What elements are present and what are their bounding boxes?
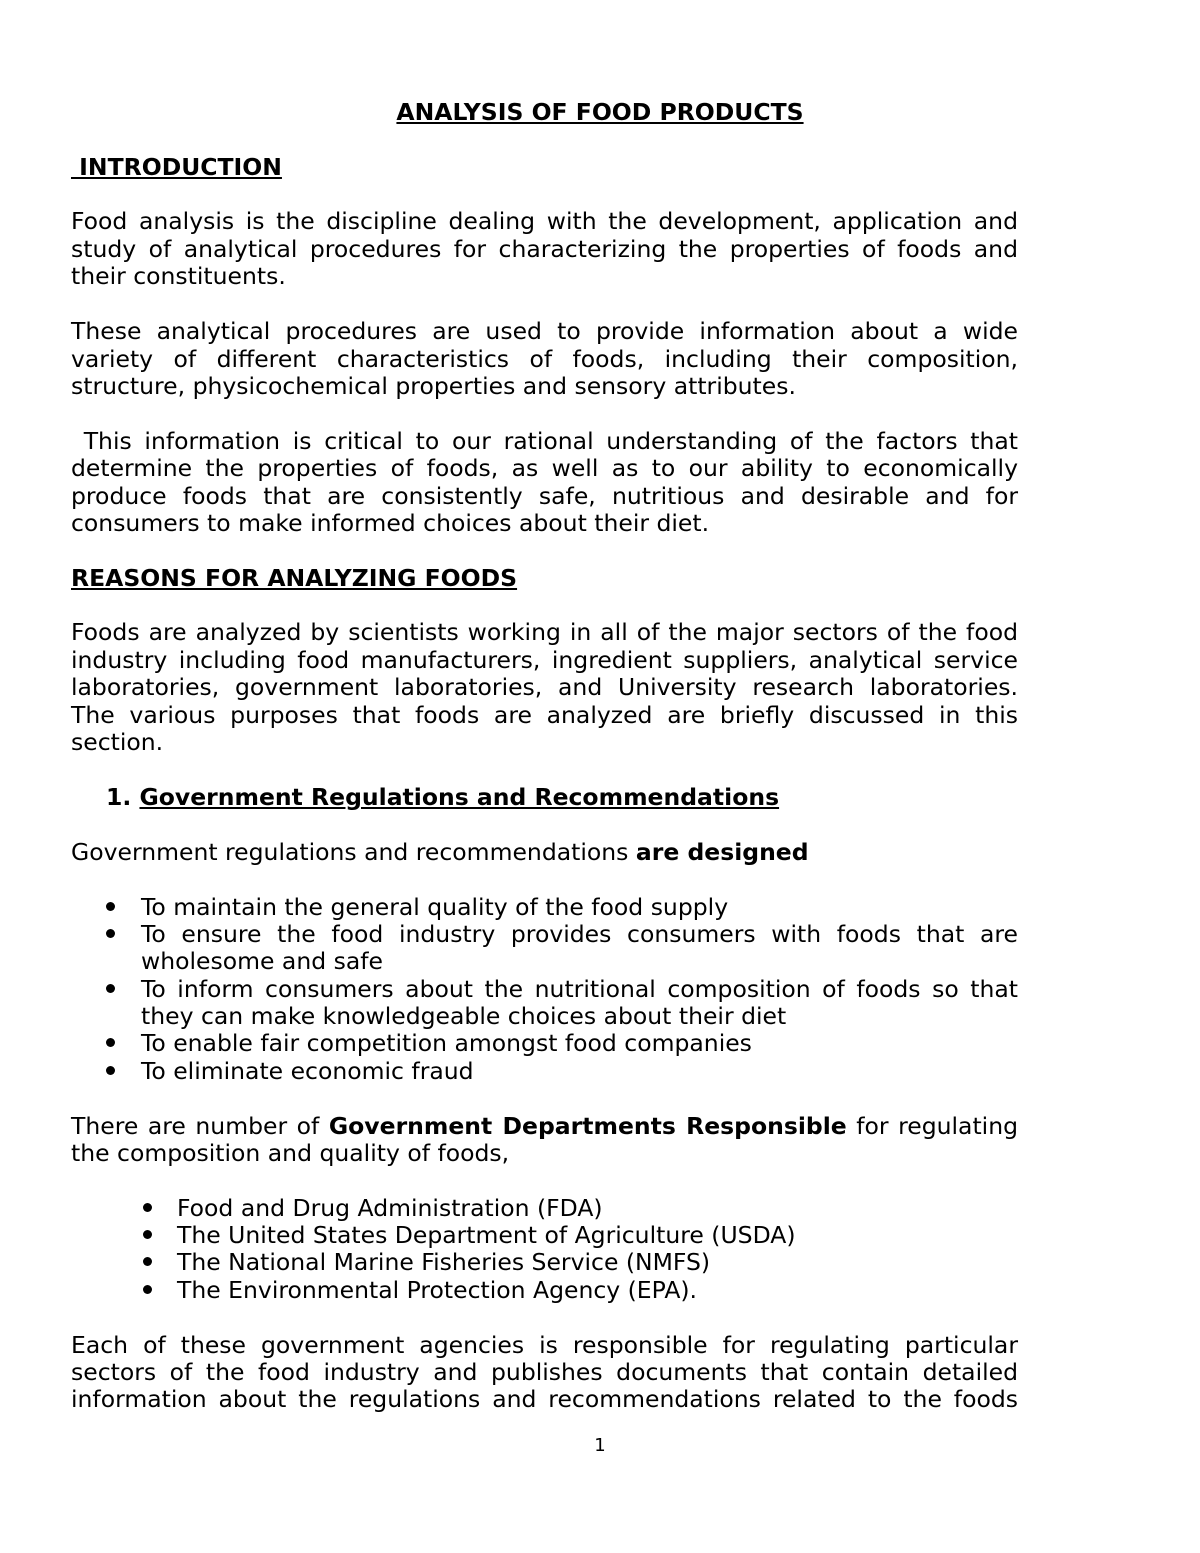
intro-p2-line1: These analytical procedures are used to provide information about a wide	[71, 317, 1018, 345]
document-title: ANALYSIS OF FOOD PRODUCTS	[396, 98, 804, 126]
bullet-icon	[106, 984, 115, 993]
reasons-p1-line3: laboratories, government laboratories, and University research laboratories.	[71, 673, 1018, 701]
bullet-icon	[106, 1038, 115, 1047]
bullet-icon	[143, 1257, 152, 1266]
purpose-item-4: To enable fair competition amongst food companies	[141, 1029, 752, 1057]
reasons-p1-line4: The various purposes that foods are analyzed are briefly discussed in this	[71, 701, 1018, 729]
department-item-epa: The Environmental Protection Agency (EPA).	[177, 1276, 698, 1304]
department-item-usda: The United States Department of Agriculture (USDA)	[177, 1221, 796, 1249]
regulations-lead: Government regulations and recommendations are designed	[71, 838, 809, 866]
closing-line3: information about the regulations and recommendations related to the foods	[71, 1385, 1018, 1413]
intro-p1-line1: Food analysis is the discipline dealing with the development, application and	[71, 207, 1018, 235]
bullet-icon	[143, 1230, 152, 1239]
bullet-icon	[143, 1285, 152, 1294]
intro-p1-line3: their constituents.	[71, 262, 286, 290]
introduction-heading: INTRODUCTION	[71, 153, 282, 181]
departments-intro-line1: There are number of Government Departments Responsible for regulating	[71, 1112, 1019, 1140]
page-number: 1	[594, 1435, 606, 1456]
department-item-fda: Food and Drug Administration (FDA)	[177, 1194, 603, 1222]
purpose-item-2-line2: wholesome and safe	[141, 947, 383, 975]
section-1-number: 1.	[106, 783, 132, 811]
bullet-icon	[106, 1066, 115, 1075]
reasons-p1-line5: section.	[71, 728, 164, 756]
reasons-heading: REASONS FOR ANALYZING FOODS	[71, 564, 518, 592]
bullet-icon	[143, 1203, 152, 1212]
section-1-heading	[106, 783, 779, 811]
intro-p3-line4: consumers to make informed choices about their diet.	[71, 509, 710, 537]
purpose-item-2-line1: To ensure the food industry provides consumers with foods that are	[141, 920, 1018, 948]
purpose-item-3-line2: they can make knowledgeable choices about their diet	[141, 1002, 787, 1030]
intro-p3-line3: produce foods that are consistently safe, nutritious and desirable and for	[71, 482, 1018, 510]
purpose-item-1: To maintain the general quality of the food supply	[141, 893, 729, 921]
reasons-p1-line2: industry including food manufacturers, ingredient suppliers, analytical service	[71, 646, 1018, 674]
bullet-icon	[106, 902, 115, 911]
reasons-p1-line1: Foods are analyzed by scientists working in all of the major sectors of the food	[71, 618, 1018, 646]
purpose-item-5: To eliminate economic fraud	[141, 1057, 474, 1085]
departments-intro-line2: the composition and quality of foods,	[71, 1139, 510, 1167]
purpose-item-3-line1: To inform consumers about the nutritional composition of foods so that	[141, 975, 1018, 1003]
closing-line1: Each of these government agencies is responsible for regulating particular	[71, 1331, 1018, 1359]
intro-p2-line2: variety of different characteristics of foods, including their composition,	[71, 345, 1018, 373]
intro-p3-line2: determine the properties of foods, as well as to our ability to economically	[71, 454, 1018, 482]
department-item-nmfs: The National Marine Fisheries Service (NMFS)	[177, 1248, 711, 1276]
bullet-icon	[106, 929, 115, 938]
intro-p1-line2: study of analytical procedures for characterizing the properties of foods and	[71, 235, 1018, 263]
closing-line2: sectors of the food industry and publishes documents that contain detailed	[71, 1358, 1018, 1386]
intro-p3-line1: This information is critical to our rational understanding of the factors that	[71, 427, 1018, 455]
section-1-title: Government Regulations and Recommendations	[139, 783, 780, 811]
intro-p2-line3: structure, physicochemical properties and sensory attributes.	[71, 372, 796, 400]
